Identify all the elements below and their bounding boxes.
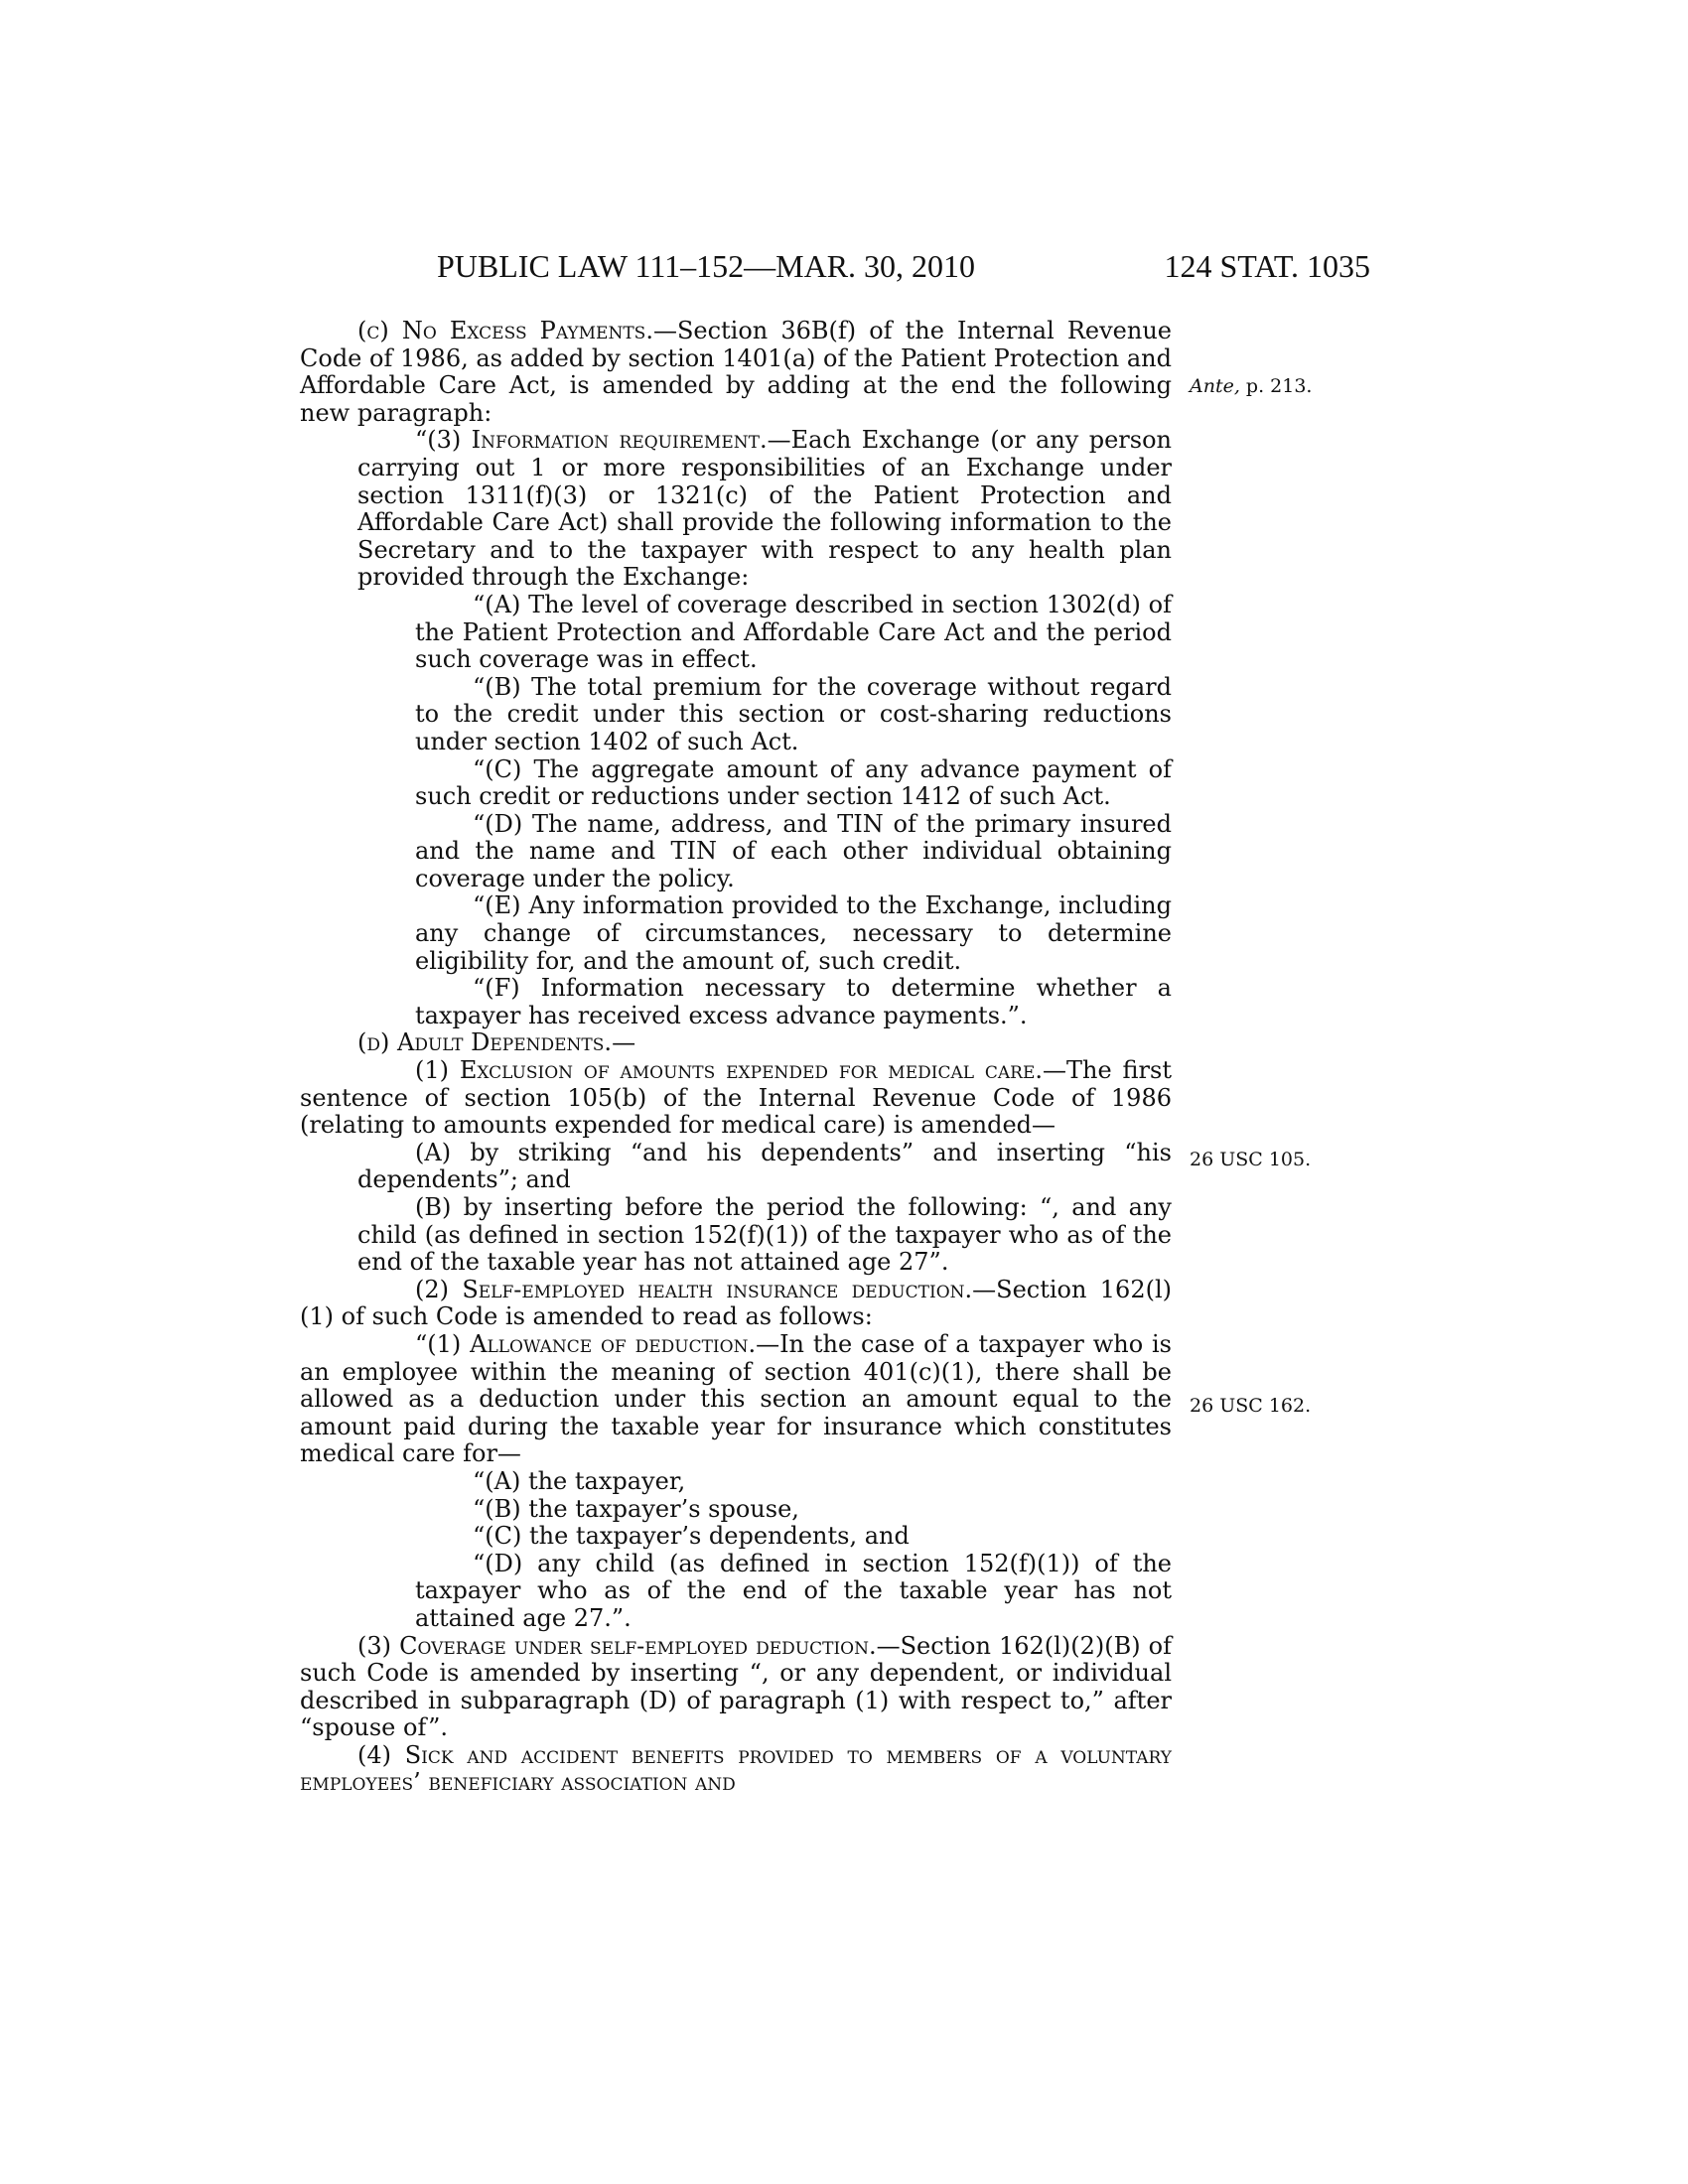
para-quoted-1-text: —In the case of a taxpayer who is an employee within the meaning of section 401(c)(1), there shall be allowed as a deduction under this section an amount equal to the amount paid during the taxable year for insurance which constitutes medical care for— [300, 1329, 1172, 1468]
para-3-text: —Each Exchange (or any person carrying out 1 or more responsibilities of an Exchange under section 1311(f)(3) or 1321(c) of the Patient Protection and Affordable Care Act) shall provide the following information to the Secretary and to the taxpayer with respect to any health plan provided through the Exchange: [357, 426, 1172, 592]
page-header [437, 248, 1370, 288]
item-E: “(E) Any information provided to the Exchange, including any change of circumstances, necessary to determine eligibility for, and the amount of, such credit. [415, 891, 1172, 975]
margin-note-usc162: 26 USC 162. [1190, 1395, 1312, 1417]
item-A: “(A) The level of coverage described in section 1302(d) of the Patient Protection and Affordable Care Act and the period such coverage was in effect. [415, 590, 1172, 674]
para-d2 [300, 1277, 1172, 1331]
item-d1-A: (A) by striking “and his dependents” and inserting “his dependents”; and [357, 1138, 1172, 1194]
item-B: “(B) The total premium for the coverage without regard to the credit under this section or cost-sharing reductions under section 1402 of such Act. [415, 672, 1172, 755]
header-title: PUBLIC LAW 111–152—MAR. 30, 2010 [437, 248, 976, 284]
para-d-text: — [612, 1028, 636, 1057]
margin-note-usc105: 26 USC 105. [1190, 1149, 1312, 1170]
para-d-heading: (d) Adult Dependents. [357, 1028, 613, 1057]
para-d3-text: —Section 162(l)(2)(B) of such Code is amended by inserting “, or any dependent, or individual described in subparagraph (D) of paragraph (1) with respect to,” after “spouse of”. [300, 1631, 1172, 1742]
para-d [300, 1029, 1172, 1057]
para-3 [300, 427, 1172, 592]
item-q-D: “(D) any child (as defined in section 152(f)(1)) of the taxpayer who as of the end of the taxable year has not attained age 27.”. [415, 1549, 1172, 1632]
item-d1-B: (B) by inserting before the period the following: “, and any child (as defined in section 152(f)(1)) of the taxpayer who as of the end of the taxable year has not attained age 27”. [357, 1193, 1172, 1277]
para-d1-heading: (1) Exclusion of amounts expended for medical care. [415, 1056, 1044, 1085]
header-stat: 124 STAT. 1035 [1164, 248, 1370, 284]
item-q-A: “(A) the taxpayer, [473, 1466, 686, 1495]
para-c-text: —Section 36B(f) of the Internal Revenue Code of 1986, as added by section 1401(a) of the Patient Protection and Affordable Care Act, is amended by adding at the end the following new paragraph: [300, 317, 1172, 427]
page-body [300, 318, 1172, 1797]
para-d3-heading: (3) Coverage under self-employed deduction. [357, 1631, 877, 1660]
para-d3 [300, 1633, 1172, 1742]
item-F: “(F) Information necessary to determine whether a taxpayer has received excess advance payments.”. [415, 974, 1172, 1029]
para-d1 [300, 1057, 1172, 1140]
margin-note-ante-page: p. 213. [1239, 375, 1313, 397]
item-D: “(D) The name, address, and TIN of the primary insured and the name and TIN of each other individual obtaining coverage under the policy. [415, 809, 1172, 892]
para-d2-heading: (2) Self-employed health insurance deduction. [415, 1275, 973, 1303]
margin-note-ante [1190, 375, 1312, 397]
para-3-heading: “(3) Information requirement. [415, 426, 768, 455]
item-C: “(C) The aggregate amount of any advance payment of such credit or reductions under section 1412 of such Act. [415, 754, 1172, 811]
para-d4-heading: (4) Sick and accident benefits provided to members of a voluntary employees’ beneficiary association and [300, 1740, 1172, 1797]
para-quoted-1 [300, 1331, 1172, 1468]
item-q-C: “(C) the taxpayer’s dependents, and [473, 1522, 910, 1551]
para-c-heading: (c) No Excess Payments. [357, 317, 653, 344]
para-quoted-1-heading: “(1) Allowance of deduction. [415, 1329, 757, 1358]
item-q-B: “(B) the taxpayer’s spouse, [473, 1494, 799, 1523]
para-d2-text: —Section 162(l)(1) of such Code is amended to read as follows: [300, 1275, 1172, 1331]
para-d4 [300, 1742, 1172, 1797]
para-d1-text: —The first sentence of section 105(b) of the Internal Revenue Code of 1986 (relating to amounts expended for medical care) is amended— [300, 1056, 1172, 1140]
margin-note-ante-italic: Ante, [1190, 375, 1240, 397]
para-c [300, 318, 1172, 427]
